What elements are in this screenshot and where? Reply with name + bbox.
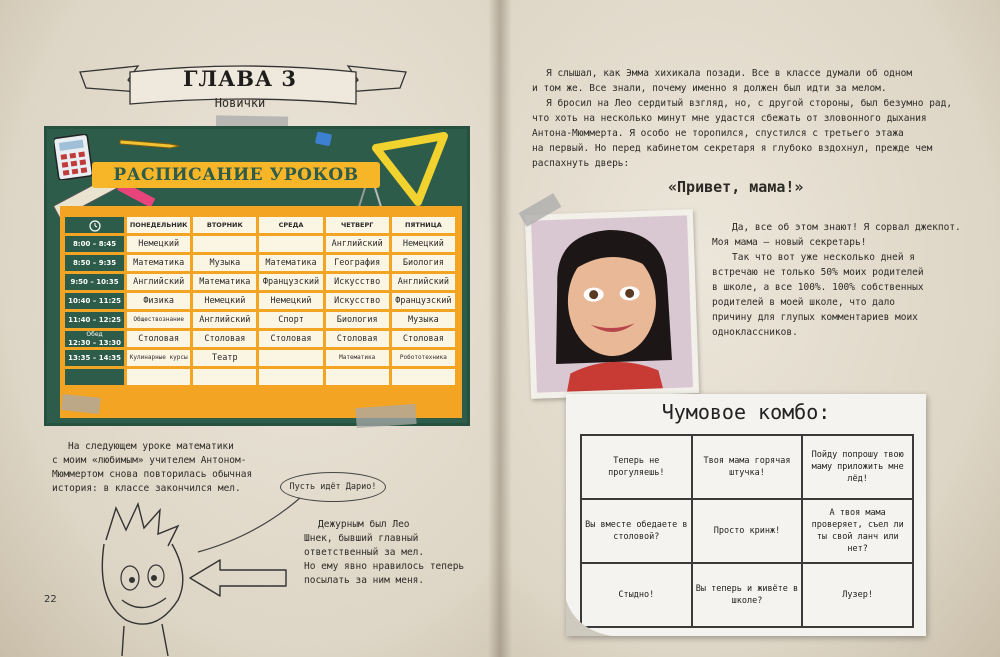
combo-row bbox=[581, 499, 913, 563]
lesson-cell: Биология bbox=[392, 255, 455, 271]
combo-cell: Стыдно! bbox=[581, 563, 692, 627]
lesson-cell bbox=[326, 369, 389, 385]
lesson-cell: Музыка bbox=[193, 255, 256, 271]
time-slot: 13:35 – 14:35 bbox=[65, 350, 124, 366]
schedule-row bbox=[65, 274, 455, 290]
combo-cell: А твоя мама проверяет, съел ли ты свой ланч или нет? bbox=[802, 499, 913, 563]
mom-photo bbox=[525, 209, 699, 399]
day-header: ВТОРНИК bbox=[193, 217, 256, 233]
combo-title: Чумовое комбо: bbox=[661, 400, 831, 424]
text-line: что хоть на несколько минут мне удастся сбежать от зловонного дыхания bbox=[532, 113, 927, 124]
time-slot: 11:40 – 12:25 bbox=[65, 312, 124, 328]
tape-strip bbox=[355, 404, 416, 428]
text-line: родителей в моей школе, что дало bbox=[712, 297, 896, 308]
lesson-cell: География bbox=[326, 255, 389, 271]
lesson-cell: Столовая bbox=[326, 331, 389, 347]
text-line: одноклассников. bbox=[712, 327, 798, 338]
right-paragraph-2 bbox=[712, 220, 972, 340]
text-line: на первый. Но перед кабинетом секретаря я глубоко вздохнул, прежде чем bbox=[532, 143, 933, 154]
lesson-cell: Физика bbox=[127, 293, 190, 309]
lesson-cell: Кулинарные курсы bbox=[127, 350, 190, 366]
combo-row bbox=[581, 563, 913, 627]
combo-cell: Пойду попрошу твою маму приложить мне лёд! bbox=[802, 435, 913, 499]
combo-cell: Лузер! bbox=[802, 563, 913, 627]
text-line: в школе, а все 100%. 100% собственных bbox=[712, 282, 924, 293]
time-slot: 9:50 – 10:35 bbox=[65, 274, 124, 290]
combo-row bbox=[581, 435, 913, 499]
schedule-table bbox=[62, 214, 458, 388]
left-paragraph-2 bbox=[304, 518, 494, 588]
lesson-cell: Немецкий bbox=[127, 236, 190, 252]
schedule-row bbox=[65, 293, 455, 309]
combo-cell: Твоя мама горячая штучка! bbox=[692, 435, 803, 499]
combo-grid bbox=[580, 434, 914, 628]
day-header: ПЯТНИЦА bbox=[392, 217, 455, 233]
lesson-cell: Музыка bbox=[392, 312, 455, 328]
text-line: Дежурным был Лео bbox=[318, 519, 410, 530]
schedule-row bbox=[65, 236, 455, 252]
text-line: Я бросил на Лео сердитый взгляд, но, с другой стороны, был безумно рад, bbox=[546, 98, 953, 109]
lesson-cell: Спорт bbox=[259, 312, 322, 328]
lesson-cell: Робототехника bbox=[392, 350, 455, 366]
lesson-cell: Искусство bbox=[326, 293, 389, 309]
schedule-row bbox=[65, 331, 455, 347]
lesson-cell: Столовая bbox=[392, 331, 455, 347]
lesson-cell: Немецкий bbox=[193, 293, 256, 309]
clock-icon-cell bbox=[65, 217, 124, 233]
lesson-cell: Обществознание bbox=[127, 312, 190, 328]
lesson-cell: Театр bbox=[193, 350, 256, 366]
bubble-tail-icon bbox=[196, 496, 306, 556]
combo-cell: Вы теперь и живёте в школе? bbox=[692, 563, 803, 627]
alarm-clock-icon bbox=[86, 218, 104, 232]
lesson-cell: Французский bbox=[259, 274, 322, 290]
lesson-cell: Биология bbox=[326, 312, 389, 328]
combo-cell: Теперь не прогуляешь! bbox=[581, 435, 692, 499]
text-line: причину для глупых комментариев моих bbox=[712, 312, 918, 323]
lesson-cell: Немецкий bbox=[259, 293, 322, 309]
arrow-left-icon bbox=[186, 558, 290, 598]
time-slot bbox=[65, 369, 124, 385]
lesson-cell: Математика bbox=[193, 274, 256, 290]
lesson-cell bbox=[259, 369, 322, 385]
text-line: встречаю не только 50% моих родителей bbox=[712, 267, 924, 278]
schedule-row bbox=[65, 255, 455, 271]
lesson-cell: Математика bbox=[259, 255, 322, 271]
text-line: посылать за ним меня. bbox=[304, 575, 425, 586]
text-line: Но ему явно нравилось теперь bbox=[304, 561, 465, 572]
text-line: Мюммертом снова повторилась обычная bbox=[52, 469, 253, 480]
lesson-cell: Английский bbox=[127, 274, 190, 290]
text-line: распахнуть дверь: bbox=[532, 158, 630, 169]
chapter-subtitle: Новички bbox=[214, 96, 266, 110]
time-slot: 10:40 – 11:25 bbox=[65, 293, 124, 309]
lesson-cell bbox=[127, 369, 190, 385]
lesson-cell: Математика bbox=[127, 255, 190, 271]
day-header: ЧЕТВЕРГ bbox=[326, 217, 389, 233]
combo-cell: Вы вместе обедаете в столовой? bbox=[581, 499, 692, 563]
combo-cell: Просто кринж! bbox=[692, 499, 803, 563]
page-number: 22 bbox=[44, 594, 57, 605]
left-paragraph-1 bbox=[52, 440, 292, 496]
time-slot: 8:00 – 8:45 bbox=[65, 236, 124, 252]
schedule-row bbox=[65, 369, 455, 385]
lesson-cell: Английский bbox=[193, 312, 256, 328]
text-line: Антона-Мюммерта. Я особо не торопился, спустился с третьего этажа bbox=[532, 128, 904, 139]
text-line: Моя мама — новый секретарь! bbox=[712, 237, 867, 248]
schedule-header-row bbox=[65, 217, 455, 233]
set-square-icon bbox=[372, 132, 448, 206]
time-slot bbox=[65, 331, 124, 347]
quote: «Привет, мама!» bbox=[668, 178, 804, 196]
day-header: ПОНЕДЕЛЬНИК bbox=[127, 217, 190, 233]
lesson-cell: Столовая bbox=[127, 331, 190, 347]
lesson-cell bbox=[193, 236, 256, 252]
chapter-title: ГЛАВА 3 bbox=[183, 66, 297, 91]
page-curl-icon bbox=[566, 600, 612, 636]
lesson-cell: Немецкий bbox=[392, 236, 455, 252]
lesson-cell bbox=[193, 369, 256, 385]
schedule-row bbox=[65, 350, 455, 366]
text-line: ответственный за мел. bbox=[304, 547, 425, 558]
speech-bubble: Пусть идёт Дарио! bbox=[280, 472, 386, 502]
lunch-time: 12:30 – 13:30 bbox=[68, 339, 122, 347]
lesson-cell: Математика bbox=[326, 350, 389, 366]
lesson-cell: Искусство bbox=[326, 274, 389, 290]
text-line: На следующем уроке математики bbox=[68, 441, 234, 452]
lesson-cell bbox=[259, 350, 322, 366]
text-line: Я слышал, как Эмма хихикала позади. Все в классе думали об одном bbox=[546, 68, 913, 79]
schedule-row bbox=[65, 312, 455, 328]
lesson-cell: Столовая bbox=[259, 331, 322, 347]
lesson-cell: Столовая bbox=[193, 331, 256, 347]
time-slot: 8:50 – 9:35 bbox=[65, 255, 124, 271]
text-line: Так что вот уже несколько дней я bbox=[732, 252, 916, 263]
sharpener-icon bbox=[314, 130, 334, 148]
lesson-cell: Английский bbox=[326, 236, 389, 252]
text-line: Шнек, бывший главный bbox=[304, 533, 419, 544]
right-paragraph-1 bbox=[532, 66, 972, 171]
lunch-label: Обед bbox=[86, 331, 103, 338]
text-line: история: в классе закончился мел. bbox=[52, 483, 241, 494]
lesson-cell bbox=[392, 369, 455, 385]
schedule-title: РАСПИСАНИЕ УРОКОВ bbox=[92, 162, 380, 188]
text-line: Да, все об этом знают! Я сорвал джекпот. bbox=[732, 222, 961, 233]
day-header: СРЕДА bbox=[259, 217, 322, 233]
lesson-cell: Английский bbox=[392, 274, 455, 290]
mom-portrait-icon bbox=[525, 209, 699, 399]
text-line: и том же. Все знали, почему именно я должен был идти за мелом. bbox=[532, 83, 887, 94]
lesson-cell: Французский bbox=[392, 293, 455, 309]
text-line: с моим «любимым» учителем Антоном- bbox=[52, 455, 247, 466]
lesson-cell bbox=[259, 236, 322, 252]
pencil-icon bbox=[118, 134, 182, 154]
